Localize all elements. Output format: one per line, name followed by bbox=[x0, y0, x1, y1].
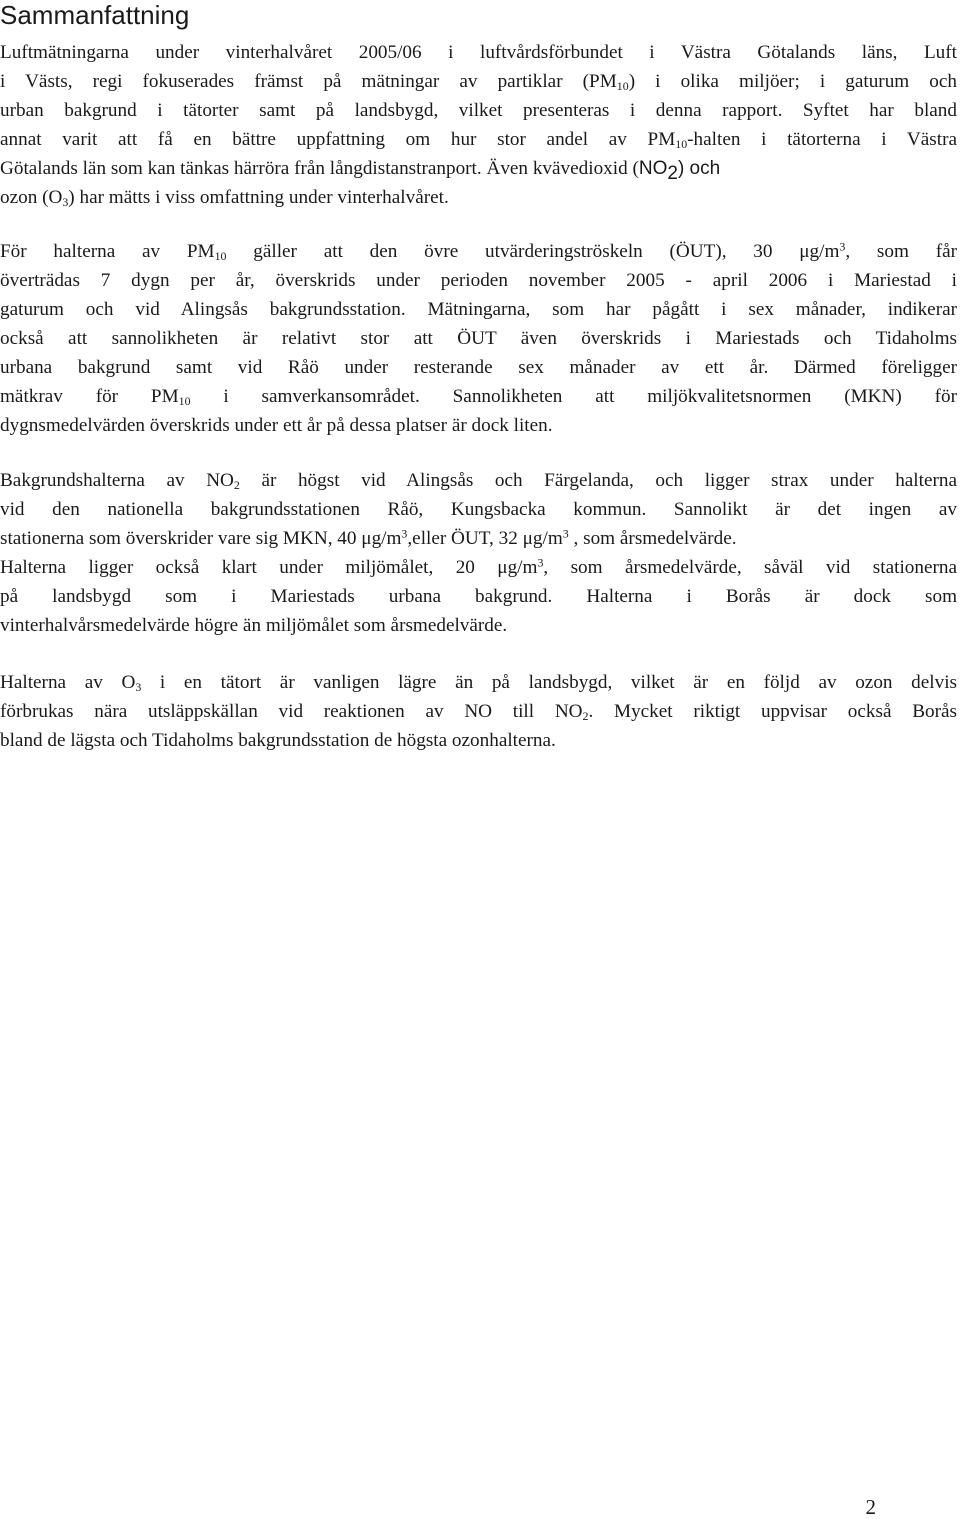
text-line bbox=[0, 295, 957, 324]
text-run: Bakgrundshalterna av NO bbox=[0, 470, 234, 491]
subscript: 10 bbox=[675, 136, 688, 151]
text-run: också att sannolikheten är relativt stor att ÖUT även överskrids i Mariestads och Tidaholms bbox=[0, 328, 957, 349]
summary-paragraph-2 bbox=[0, 237, 957, 440]
subscript: 2 bbox=[233, 477, 240, 492]
text-line bbox=[0, 38, 957, 67]
text-run: . Mycket riktigt uppvisar också Borås bbox=[588, 701, 957, 722]
text-line bbox=[0, 154, 957, 183]
text-run: gaturum och vid Alingsås bakgrundsstation. Mätningarna, som har pågått i sex månader, indikerar bbox=[0, 299, 957, 320]
summary-paragraph-3 bbox=[0, 466, 957, 640]
text-run: , som årsmedelvärde, såväl vid stationerna bbox=[543, 557, 957, 578]
text-run: -halten i tätorterna i Västra bbox=[687, 129, 957, 150]
text-line bbox=[0, 411, 957, 440]
text-run: vinterhalvårsmedelvärde högre än miljömålet som årsmedelvärde. bbox=[0, 615, 508, 636]
text-run: Halterna ligger också klart under miljömålet, 20 μg/m bbox=[0, 557, 538, 578]
subscript: 2 bbox=[667, 162, 678, 183]
text-run: urbana bakgrund samt vid Råö under resterande sex månader av ett år. Därmed föreligger bbox=[0, 357, 957, 378]
subscript: 10 bbox=[178, 393, 191, 408]
page-title: Sammanfattning bbox=[0, 0, 190, 30]
text-run: i Västs, regi fokuserades främst på mätningar av partiklar (PM bbox=[0, 71, 617, 92]
chemical-formula: NO bbox=[638, 158, 668, 179]
text-line bbox=[0, 524, 957, 553]
text-run: annat varit att få en bättre uppfattning om hur stor andel av PM bbox=[0, 129, 676, 150]
text-run: urban bakgrund i tätorter samt på landsbygd, vilket presenteras i denna rapport. Syftet har bland bbox=[0, 100, 957, 121]
subscript: 3 bbox=[62, 194, 69, 209]
text-run: dygnsmedelvärden överskrids under ett år på dessa platser är dock liten. bbox=[0, 415, 553, 436]
text-run: , som årsmedelvärde. bbox=[568, 528, 737, 549]
text-line bbox=[0, 353, 957, 382]
text-run: i en tätort är vanligen lägre än på landsbygd, vilket är en följd av ozon delvis bbox=[141, 672, 957, 693]
text-run: gäller att den övre utvärderingströskeln (ÖUT), 30 μg/m bbox=[226, 241, 840, 262]
text-run: stationerna som överskrider vare sig MKN, 40 μg/m bbox=[0, 528, 402, 549]
text-run: ) har mätts i viss omfattning under vinterhalvåret. bbox=[68, 187, 449, 208]
page-number: 2 bbox=[865, 1495, 876, 1519]
text-run: , som får bbox=[845, 241, 957, 262]
text-run: bland de lägsta och Tidaholms bakgrundsstation de högsta ozonhalterna. bbox=[0, 730, 556, 751]
summary-paragraph-4 bbox=[0, 668, 957, 755]
text-run: överträdas 7 dygn per år, överskrids under perioden november 2005 - april 2006 i Mariestad i bbox=[0, 270, 957, 291]
text-line bbox=[0, 125, 957, 154]
text-run: förbrukas nära utsläppskällan vid reaktionen av NO till NO bbox=[0, 701, 583, 722]
text-line bbox=[0, 96, 957, 125]
text-run: ) i olika miljöer; i gaturum och bbox=[628, 71, 957, 92]
text-run: ozon (O bbox=[0, 187, 63, 208]
text-run: mätkrav för PM bbox=[0, 386, 179, 407]
text-run: ) och bbox=[677, 158, 721, 179]
text-line bbox=[0, 582, 957, 611]
text-line bbox=[0, 266, 957, 295]
text-run: ,eller ÖUT, 32 μg/m bbox=[407, 528, 563, 549]
superscript: 3 bbox=[537, 555, 544, 570]
subscript: 2 bbox=[582, 708, 589, 723]
text-line bbox=[0, 237, 957, 266]
superscript: 3 bbox=[562, 526, 569, 541]
text-line bbox=[0, 697, 957, 726]
superscript: 3 bbox=[839, 239, 846, 254]
text-run: För halterna av PM bbox=[0, 241, 215, 262]
text-line bbox=[0, 67, 957, 96]
text-run: Halterna av O bbox=[0, 672, 136, 693]
text-line bbox=[0, 611, 957, 640]
text-line bbox=[0, 726, 957, 755]
text-line bbox=[0, 382, 957, 411]
text-run: Luftmätningarna under vinterhalvåret 2005/06 i luftvårdsförbundet i Västra Götalands läns, Luft bbox=[0, 42, 957, 63]
text-line bbox=[0, 183, 957, 212]
text-run: Götalands län som kan tänkas härröra från långdistanstranport. Även kvävedioxid ( bbox=[0, 158, 639, 179]
subscript: 3 bbox=[135, 679, 142, 694]
text-line bbox=[0, 495, 957, 524]
text-run: på landsbygd som i Mariestads urbana bakgrund. Halterna i Borås är dock som bbox=[0, 586, 957, 607]
text-line bbox=[0, 553, 957, 582]
summary-paragraph-1 bbox=[0, 38, 957, 212]
text-line bbox=[0, 466, 957, 495]
text-run: i samverkansområdet. Sannolikheten att miljökvalitetsnormen (MKN) för bbox=[190, 386, 957, 407]
superscript: 3 bbox=[401, 526, 408, 541]
text-line bbox=[0, 668, 957, 697]
subscript: 10 bbox=[214, 248, 227, 263]
text-line bbox=[0, 324, 957, 353]
text-run: är högst vid Alingsås och Färgelanda, och ligger strax under halterna bbox=[239, 470, 957, 491]
subscript: 10 bbox=[616, 78, 629, 93]
text-run: vid den nationella bakgrundsstationen Råö, Kungsbacka kommun. Sannolikt är det ingen av bbox=[0, 499, 957, 520]
